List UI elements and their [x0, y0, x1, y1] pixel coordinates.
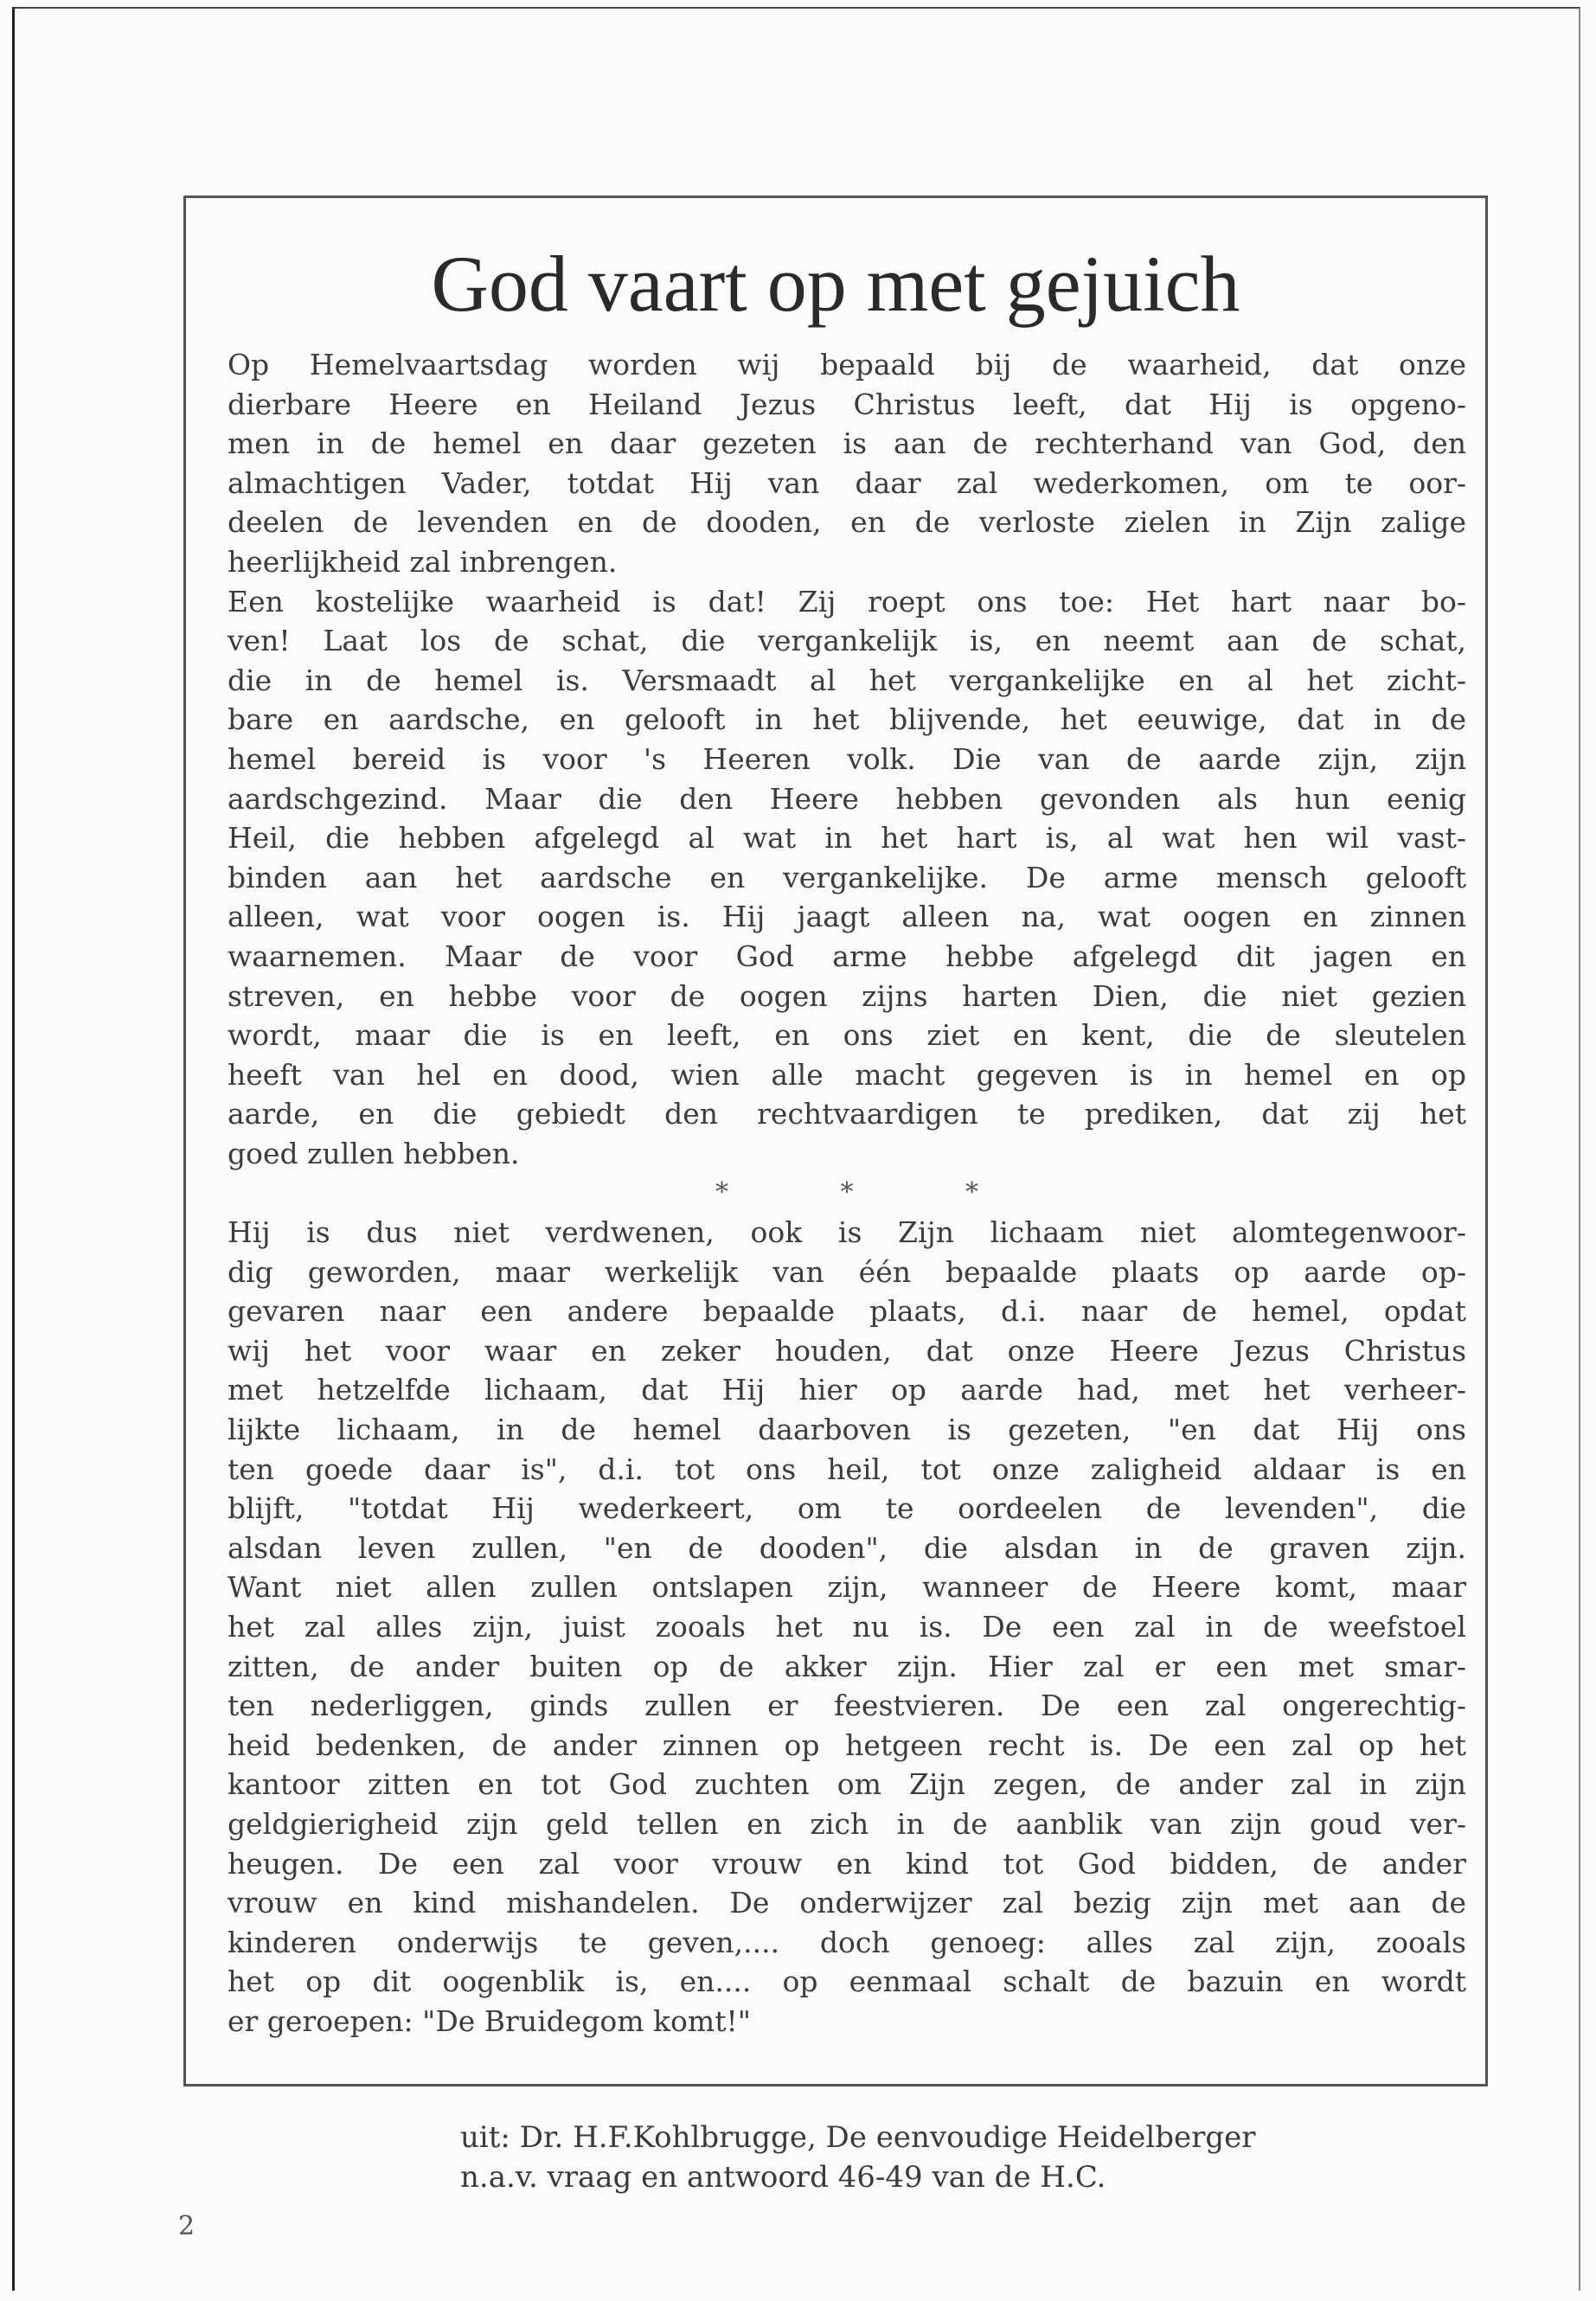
body-line: men in de hemel en daar gezeten is aan de rechterhand van God, den	[228, 426, 1466, 461]
body-line: kinderen onderwijs te geven,.... doch genoeg: alles zal zijn, zooals	[228, 1925, 1466, 1959]
body-line: alleen, wat voor oogen is. Hij jaagt alleen na, wat oogen en zinnen	[228, 900, 1466, 934]
body-line: dig geworden, maar werkelijk van één bepaalde plaats op aarde op-	[228, 1254, 1466, 1289]
body-line: met hetzelfde lichaam, dat Hij hier op aarde had, met het verheer-	[228, 1373, 1466, 1407]
body-line: Heil, die hebben afgelegd al wat in het hart is, al wat hen wil vast-	[228, 821, 1466, 856]
body-line: heerlijkheid zal inbrengen.	[228, 544, 618, 579]
body-line: het zal alles zijn, juist zooals het nu is. De een zal in de weefstoel	[228, 1610, 1466, 1644]
source-line-2: n.a.v. vraag en antwoord 46-49 van de H.C.	[460, 2160, 1106, 2195]
body-line: streven, en hebbe voor de oogen zijns harten Dien, die niet gezien	[228, 978, 1466, 1013]
body-line: heid bedenken, de ander zinnen op hetgeen recht is. De een zal op het	[228, 1727, 1466, 1762]
source-line-1: uit: Dr. H.F.Kohlbrugge, De eenvoudige Heidelberger	[460, 2120, 1256, 2155]
body-line: wij het voor waar en zeker houden, dat onze Heere Jezus Christus	[228, 1333, 1466, 1368]
body-line: vrouw en kind mishandelen. De onderwijzer zal bezig zijn met aan de	[228, 1886, 1466, 1920]
body-line: heugen. De een zal voor vrouw en kind tot God bidden, de ander	[228, 1846, 1466, 1881]
body-line: heeft van hel en dood, wien alle macht gegeven is in hemel en op	[228, 1057, 1466, 1092]
body-line: goed zullen hebben.	[228, 1136, 520, 1170]
body-line: het op dit oogenblik is, en.... op eenmaal schalt de bazuin en wordt	[228, 1965, 1466, 1999]
body-line: er geroepen: "De Bruidegom komt!"	[228, 2003, 751, 2038]
body-line: almachtigen Vader, totdat Hij van daar zal wederkomen, om te oor-	[228, 465, 1466, 500]
body-line: zitten, de ander buiten op de akker zijn. Hier zal er een met smar-	[228, 1649, 1466, 1683]
page-number: 2	[178, 2211, 195, 2241]
body-line: Want niet allen zullen ontslapen zijn, wanneer de Heere komt, maar	[228, 1570, 1466, 1605]
body-line: Hij is dus niet verdwenen, ook is Zijn lichaam niet alomtegenwoor-	[228, 1215, 1466, 1250]
body-line: alsdan leven zullen, "en de dooden", die alsdan in de graven zijn.	[228, 1530, 1466, 1565]
article-box	[183, 195, 1488, 2086]
body-line: lijkte lichaam, in de hemel daarboven is gezeten, "en dat Hij ons	[228, 1413, 1466, 1447]
body-line: binden aan het aardsche en vergankelijke. De arme mensch gelooft	[228, 860, 1466, 894]
body-line: hemel bereid is voor 's Heeren volk. Die van de aarde zijn, zijn	[228, 741, 1466, 776]
body-line: Een kostelijke waarheid is dat! Zij roept ons toe: Het hart naar bo-	[228, 584, 1466, 619]
body-line: aarde, en die gebiedt den rechtvaardigen te prediken, dat zij het	[228, 1097, 1466, 1131]
body-line: die in de hemel is. Versmaadt al het vergankelijke en al het zicht-	[228, 663, 1466, 697]
article-body	[228, 345, 1466, 2041]
body-line: blijft, "totdat Hij wederkeert, om te oordeelen de levenden", die	[228, 1491, 1466, 1526]
body-line: kantoor zitten en tot God zuchten om Zijn zegen, de ander zal in zijn	[228, 1767, 1466, 1802]
body-line: dierbare Heere en Heiland Jezus Christus leeft, dat Hij is opgeno-	[228, 387, 1466, 421]
body-line: geldgierigheid zijn geld tellen en zich in de aanblik van zijn goud ver-	[228, 1806, 1466, 1841]
article-title: God vaart op met gejuich	[431, 240, 1240, 328]
body-line: aardschgezind. Maar die den Heere hebben gevonden als hun eenig	[228, 781, 1466, 816]
body-line: gevaren naar een andere bepaalde plaats, d.i. naar de hemel, opdat	[228, 1294, 1466, 1329]
body-line: waarnemen. Maar de voor God arme hebbe afgelegd dit jagen en	[228, 939, 1466, 973]
body-line: wordt, maar die is en leeft, en ons ziet en kent, die de sleutelen	[228, 1018, 1466, 1053]
body-line: bare en aardsche, en gelooft in het blijvende, het eeuwige, dat in de	[228, 702, 1466, 737]
body-line: ten goede daar is", d.i. tot ons heil, tot onze zaligheid aldaar is en	[228, 1452, 1466, 1486]
body-line: ven! Laat los de schat, die vergankelijk is, en neemt aan de schat,	[228, 624, 1466, 658]
section-separator: * * *	[715, 1177, 1031, 1208]
body-line: deelen de levenden en de dooden, en de verloste zielen in Zijn zalige	[228, 505, 1466, 540]
body-line: Op Hemelvaartsdag worden wij bepaald bij de waarheid, dat onze	[228, 348, 1466, 381]
source-citation	[460, 2118, 1255, 2197]
body-line: ten nederliggen, ginds zullen er feestvieren. De een zal ongerechtig-	[228, 1689, 1466, 1723]
